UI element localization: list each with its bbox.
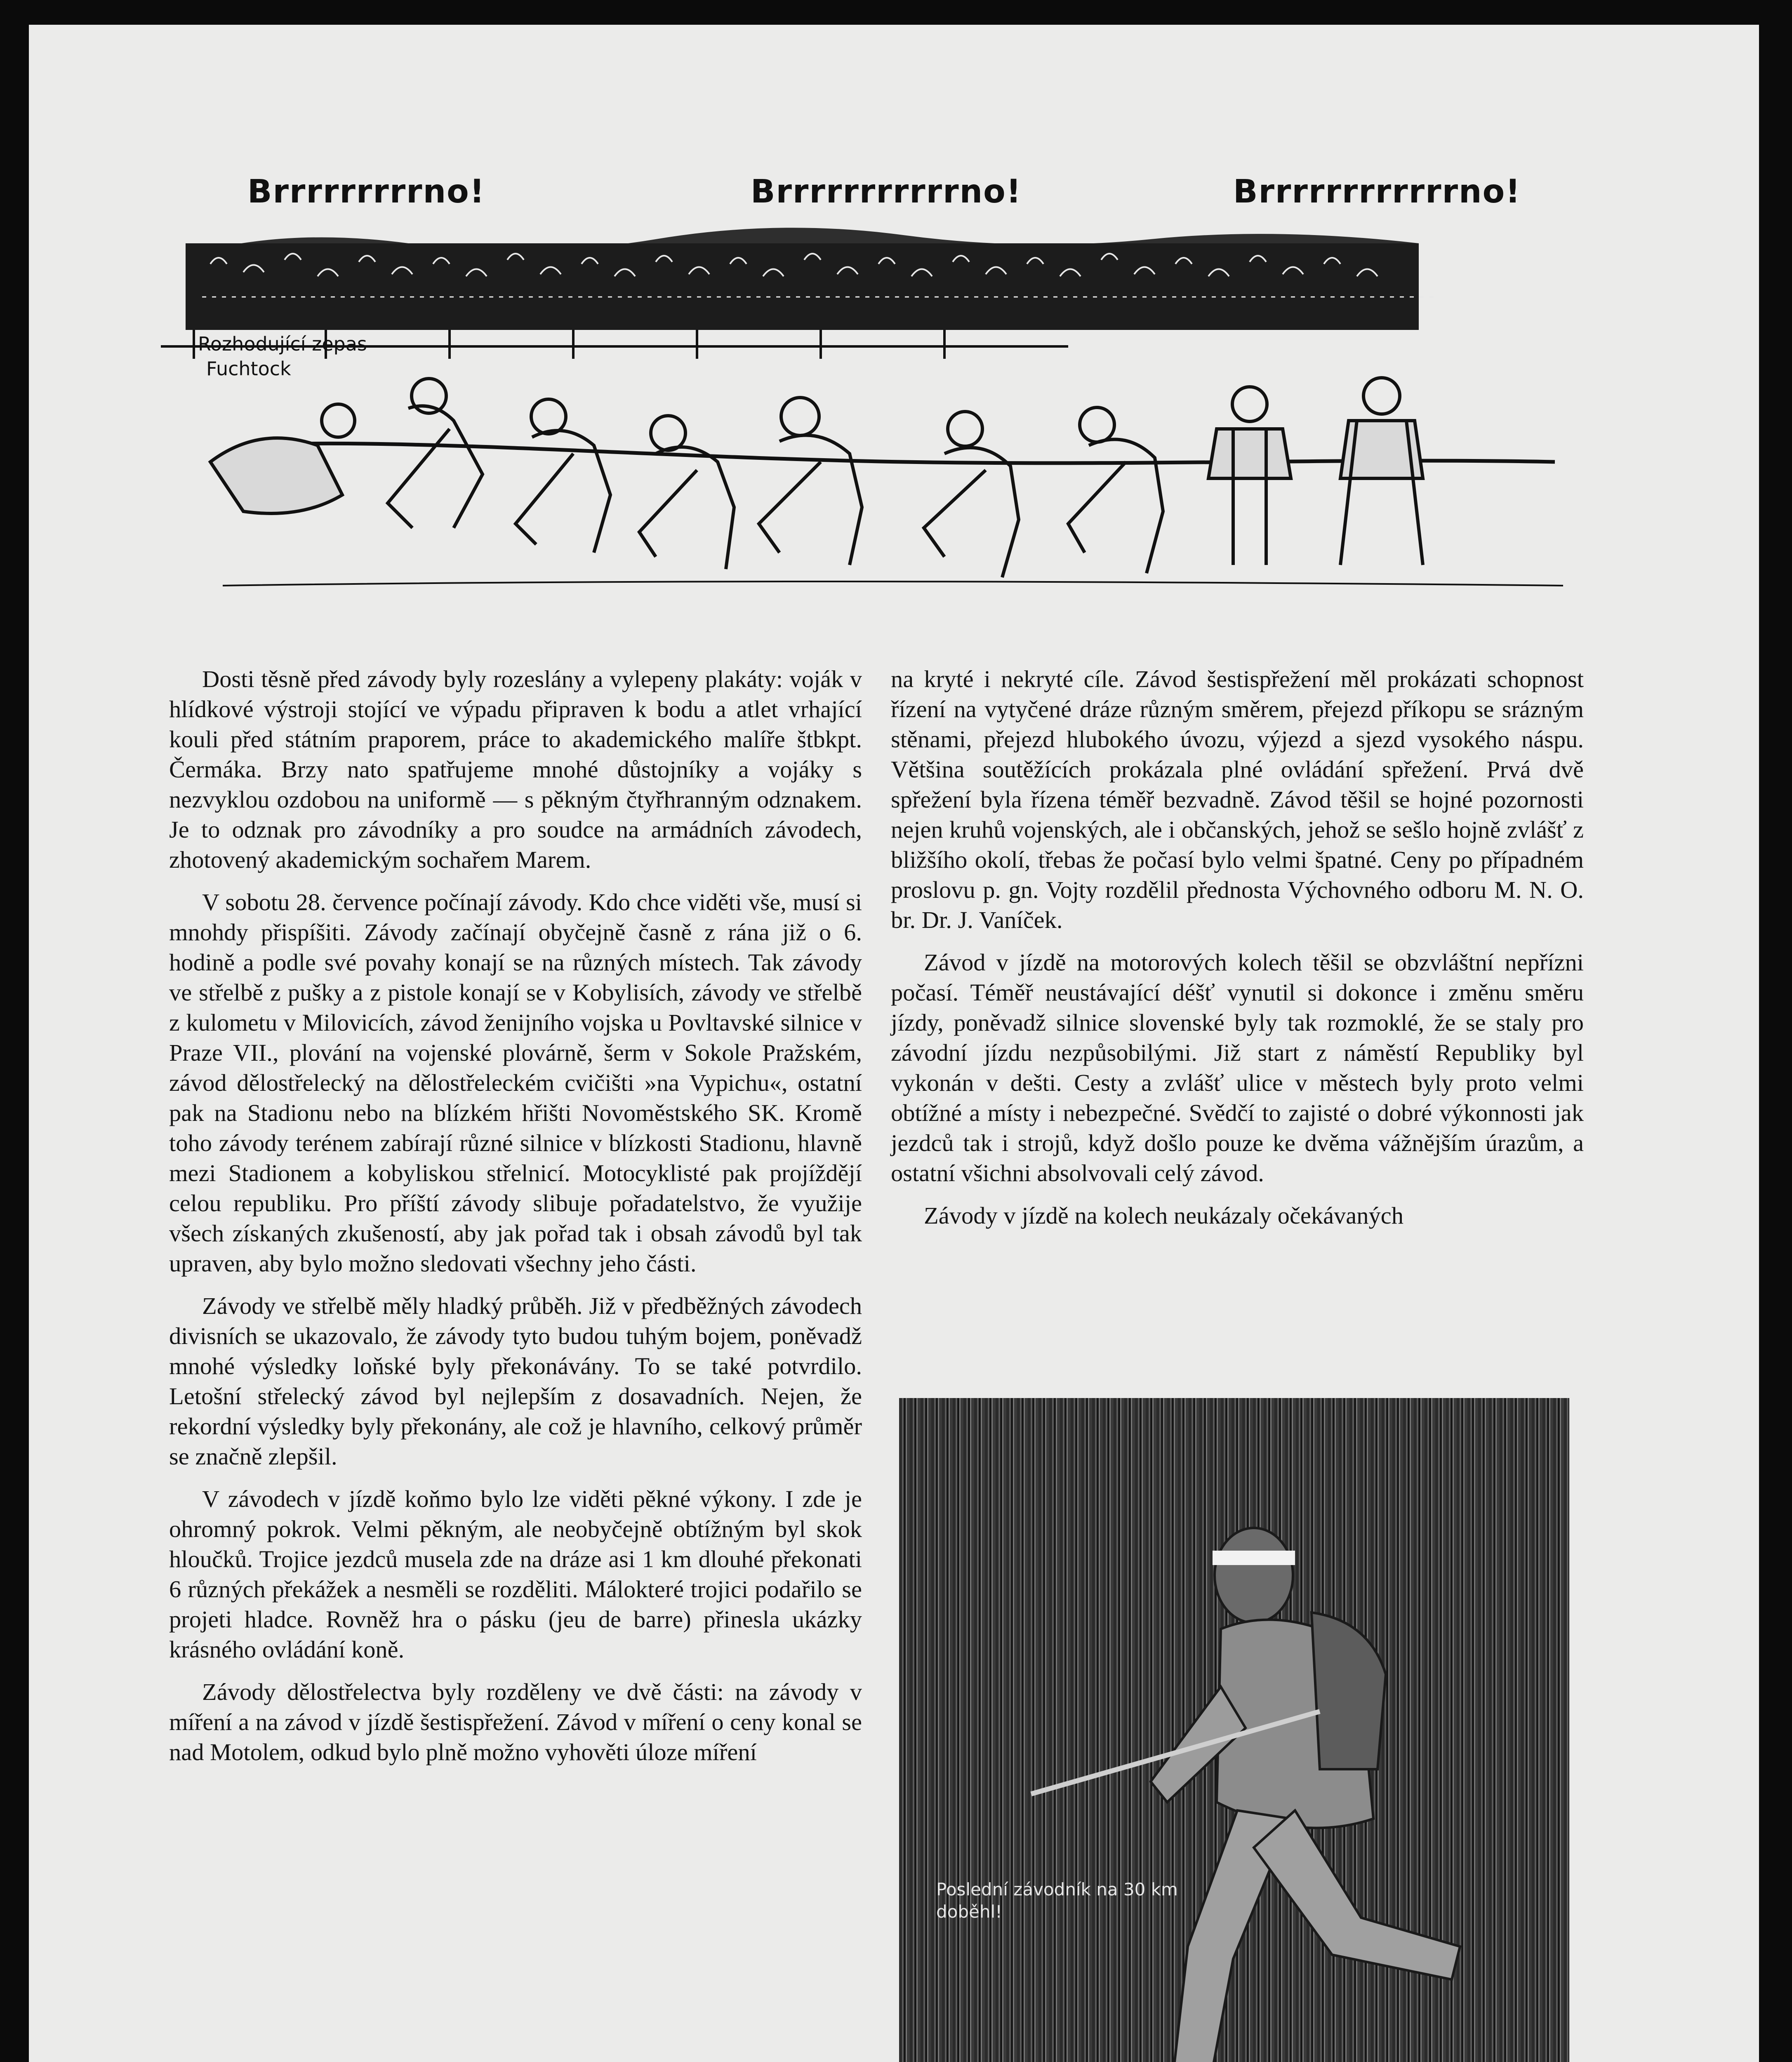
drawing-caption-2: Fuchtock	[206, 358, 291, 380]
right-paragraph-1: na kryté i nekryté cíle. Závod šestispřežení měl prokázati schopnost řízení na vytyčené dráze různým směrem, přejezd příkopu se srázným stěnami, přejezd hlubokého úvozu, výjezd a sjezd vysokého náspu. Většina soutěžících prokázala plné ovládání spřežení. Prvá dvě spřežení byla řízena téměř bezvadně. Závod těšil se hojné pozornosti nejen kruhů vojenských, ale i občanských, jehož se sešlo hojně zvlášť z bližšího okolí, třebas že počasí bylo velmi špatné. Ceny po případném proslovu p. gn. Vojty rozdělil přednosta Výchovného odboru M. N. O. br. Dr. J. Vaníček.	[891, 666, 1584, 933]
tug-of-war-illustration	[161, 173, 1575, 635]
left-paragraph-4: V závodech v jízdě koňmo bylo lze viděti pěkné výkony. I zde je ohromný pokrok. Velmi pěkným, ale neobyčejně obtížným byl skok hloučků. Trojice jezdců musela zde na dráze asi 1 km dlouhé překonati 6 různých překážek a nesměli se rozděliti. Málokteré trojici podařilo se projeti hladce. Rovněž hra o pásku (jeu de barre) přinesla ukázky krásného ovládání koně.	[169, 1485, 862, 1663]
photo-caption-line-1: Poslední závodník na 30 km	[936, 1879, 1178, 1900]
right-paragraph-3: Závody v jízdě na kolech neukázaly očekávaných	[924, 1202, 1403, 1229]
left-paragraph-3: Závody ve střelbě měly hladký průběh. Již v předběžných závodech divisních se ukazovalo, že závody tyto budou tuhým bojem, poněvadž mnohé výsledky loňské byly překonávány. To se také potvrdilo. Letošní střelecký závod byl nejlepším z dosavadních. Nejen, že rekordní výsledky byly překonány, ale což je hlavního, celkový průměr se značně zlepšil.	[169, 1292, 862, 1470]
shout-text-3: Brrrrrrrrrrrrno!	[1233, 173, 1521, 210]
pullers-sketch	[210, 378, 1423, 577]
photo-caption-line-2: doběhl!	[936, 1902, 1002, 1922]
right-paragraph-2: Závod v jízdě na motorových kolech těšil se obzvláštní nepřízni počasí. Téměř neustávající déšť vynutil si dokonce i změnu směru jízdy, poněvadž silnice slovenské byly tak rozmoklé, že se staly pro závodní jízdu nezpůsobilými. Již start z náměstí Republiky byl vykonán v dešti. Cesty a zvlášť ulice v městech byly proto velmi obtížné a místy i nebezpečné. Svědčí to zajisté o dobré výkonnosti jak jezdců tak i strojů, když došlo pouze ke dvěma vážnějším úrazům, a ostatní všichni absolvovali celý závod.	[891, 949, 1584, 1186]
tug-of-war-drawing	[161, 173, 1575, 635]
runner-photo	[899, 1398, 1569, 2062]
left-paragraph-2: V sobotu 28. července počínají závody. Kdo chce viděti vše, musí si mnohdy přispíšiti. Závody začínají obyčejně časně z rána již o 6. hodině a podle své povahy konají se na různých místech. Tak závody ve střelbě z pušky a z pistole konají se v Kobylisích, závody ve střelbě z kulometu v Milovicích, závod ženijního vojska u Povltavské silnice v Praze VII., plování na vojenské plovárně, šerm v Sokole Pražském, závod dělostřelecký na dělostřeleckém cvičišti »na Vypichu«, ostatní pak na Stadionu nebo na blízkém hřišti Novoměstského SK. Kromě toho závody terénem zabírají různé silnice v blízkosti Stadionu, hlavně mezi Stadionem a kobyliskou střelnicí. Motocyklisté pak projíždějí celou republiku. Pro příští závody slibuje pořadatelstvo, že využije všech získaných zkušeností, aby jak pořad tak i obsah závodů byl tak upraven, aby bylo možno sledovati všechny jeho části.	[169, 889, 862, 1277]
left-text-column	[169, 664, 862, 1780]
shout-text-2: Brrrrrrrrrrrno!	[751, 173, 1022, 210]
magazine-page	[29, 25, 1759, 2062]
ground-line	[223, 581, 1563, 586]
left-paragraph-1: Dosti těsně před závody byly rozeslány a vylepeny plakáty: voják v hlídkové výstroji stojící ve výpadu připraven k bodu a atlet vrhající kouli před státním praporem, práce to akademického malíře štbkpt. Čermáka. Brzy nato spatřujeme mnohé důstojníky a vojáky s nezvyklou ozdobou na uniformě — s pěkným čtyřhranným odznakem. Je to odznak pro závodníky a pro soudce na armádních závodech, zhotovený akademickým sochařem Marem.	[169, 666, 862, 873]
right-text-column	[891, 664, 1584, 1243]
shout-text-1: Brrrrrrrrrno!	[247, 173, 485, 210]
crowd-sketch	[186, 228, 1435, 330]
left-paragraph-5: Závody dělostřelectva byly rozděleny ve dvě části: na závody v míření a na závod v jízdě šestispřežení. Závod v míření o ceny konal se nad Motolem, odkud bylo plně možno vyhověti úloze míření	[169, 1678, 862, 1765]
photo-caption	[936, 1878, 1225, 1923]
drawing-caption-1: Rozhodující zepas	[198, 333, 367, 355]
runner-figure	[899, 1398, 1569, 2062]
